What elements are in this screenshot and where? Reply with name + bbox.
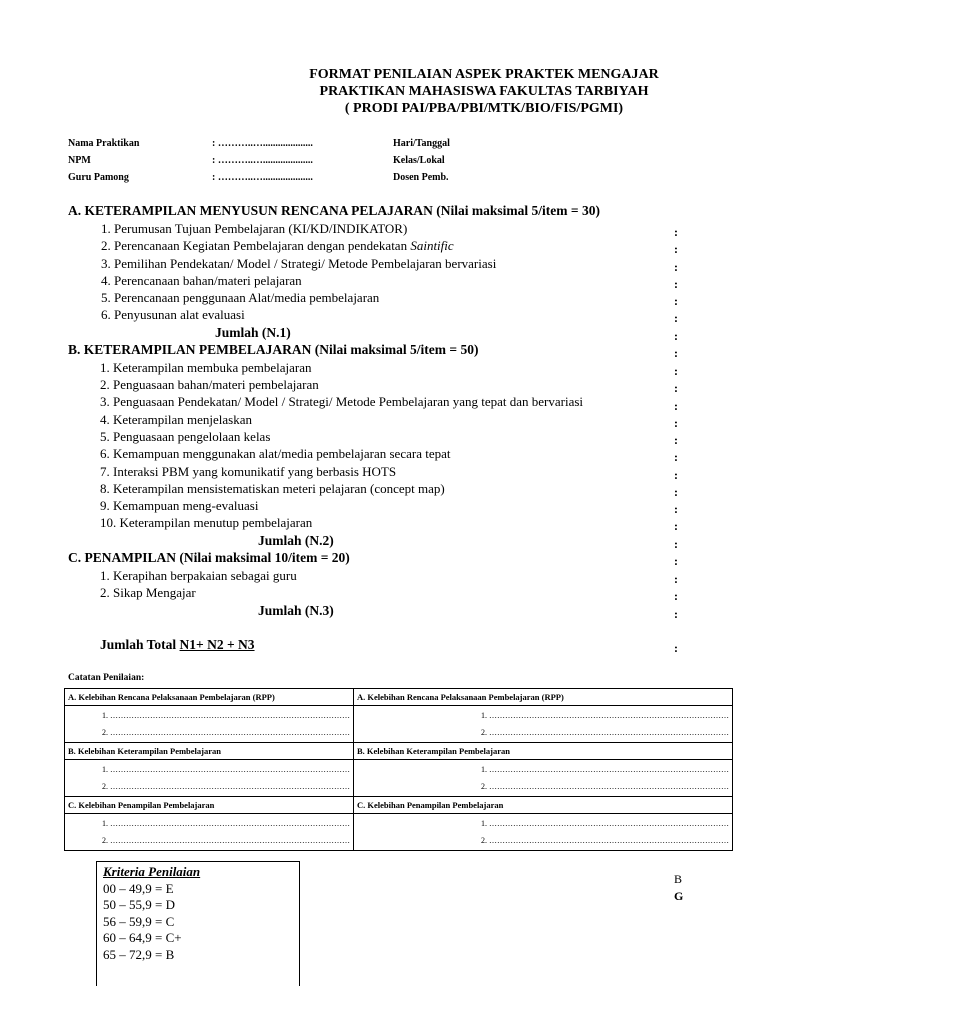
section-b-item: 3. Penguasaan Pendekatan/ Model / Strategi/ Metode Pembelajaran yang tepat dan bervariasi: [100, 394, 584, 409]
jumlah-total-formula: N1+ N2 + N3: [179, 637, 255, 652]
score-colon: :: [674, 329, 678, 343]
hari-label: Hari/Tanggal: [393, 138, 450, 149]
guru-blank: : ………..…....................: [212, 172, 313, 183]
jumlah-total: [100, 637, 255, 653]
title-line-1: FORMAT PENILAIAN ASPEK PRAKTEK MENGAJAR: [309, 67, 659, 82]
section-a-item: 6. Penyusunan alat evaluasi: [101, 307, 245, 322]
score-colon: :: [674, 311, 678, 325]
score-colon: :: [674, 364, 678, 378]
title-line-3: ( PRODI PAI/PBA/PBI/MTK/BIO/FIS/PGMI): [344, 101, 624, 116]
dotted-line: 1. ………………………………………………………………………………: [102, 765, 350, 774]
score-colon: :: [674, 607, 678, 621]
score-colon: :: [674, 554, 678, 568]
dotted-line: 1. ………………………………………………………………………………: [102, 819, 350, 828]
dotted-line: 1. ………………………………………………………………………………: [481, 819, 729, 828]
npm-blank: : ………..…....................: [212, 155, 313, 166]
nama-label: Nama Praktikan: [68, 138, 140, 149]
jumlah-n1: Jumlah (N.1): [215, 325, 291, 340]
catatan-a-lines: [65, 706, 354, 743]
section-a-item: 2. Perencanaan Kegiatan Pembelajaran dengan pendekatan Saintific: [101, 238, 454, 253]
catatan-b-lines-right: [354, 760, 733, 797]
score-colon: :: [674, 502, 678, 516]
score-colon: :: [674, 433, 678, 447]
dotted-line: 2. ………………………………………………………………………………: [481, 782, 729, 791]
dotted-line: 1. ………………………………………………………………………………: [481, 711, 729, 720]
catatan-c-head-right: C. Kelebihan Penampilan Pembelajaran: [354, 797, 733, 814]
section-b-item: 5. Penguasaan pengelolaan kelas: [100, 429, 271, 444]
score-colon: :: [674, 416, 678, 430]
catatan-label: Catatan Penilaian:: [68, 673, 145, 683]
section-a-item: 4. Perencanaan bahan/materi pelajaran: [101, 273, 302, 288]
kriteria-title: Kriteria Penilaian: [103, 864, 201, 879]
catatan-b-lines: [65, 760, 354, 797]
nama-blank: : ………..…....................: [212, 138, 313, 149]
cutoff-letter-b: B: [674, 872, 683, 886]
dotted-line: 2. ………………………………………………………………………………: [481, 728, 729, 737]
catatan-a-head: A. Kelebihan Rencana Pelaksanaan Pembelajaran (RPP): [65, 689, 354, 706]
section-a-heading: A. KETERAMPILAN MENYUSUN RENCANA PELAJARAN (Nilai maksimal 5/item = 30): [68, 203, 600, 218]
score-colon: :: [674, 242, 678, 256]
dotted-line: 1. ………………………………………………………………………………: [102, 711, 350, 720]
score-colon: :: [674, 589, 678, 603]
catatan-c-lines-right: [354, 814, 733, 851]
section-a-item: 1. Perumusan Tujuan Pembelajaran (KI/KD/INDIKATOR): [101, 221, 408, 236]
catatan-b-head-right: B. Kelebihan Keterampilan Pembelajaran: [354, 743, 733, 760]
jumlah-n2: Jumlah (N.2): [258, 533, 334, 548]
dosen-label: Dosen Pemb.: [393, 172, 449, 183]
dotted-line: 2. ………………………………………………………………………………: [481, 836, 729, 845]
catatan-c-head: C. Kelebihan Penampilan Pembelajaran: [65, 797, 354, 814]
catatan-a-lines-right: [354, 706, 733, 743]
cutoff-letter-g: G: [674, 889, 684, 903]
score-colon: :: [674, 225, 678, 239]
score-colon: :: [674, 381, 678, 395]
section-c-heading: C. PENAMPILAN (Nilai maksimal 10/item = 20): [68, 550, 350, 565]
dotted-line: 1. ………………………………………………………………………………: [481, 765, 729, 774]
kriteria-row: 50 – 55,9 = D: [103, 897, 175, 913]
score-colon: :: [674, 519, 678, 533]
catatan-a-head-right: A. Kelebihan Rencana Pelaksanaan Pembelajaran (RPP): [354, 689, 733, 706]
dotted-line: 2. ………………………………………………………………………………: [102, 836, 350, 845]
kriteria-box: [96, 861, 300, 986]
catatan-b-head: B. Kelebihan Keterampilan Pembelajaran: [65, 743, 354, 760]
section-b-item: 9. Kemampuan meng-evaluasi: [100, 498, 259, 513]
section-b-item: 1. Keterampilan membuka pembelajaran: [100, 360, 312, 375]
score-colon: :: [674, 485, 678, 499]
section-b-item: 6. Kemampuan menggunakan alat/media pembelajaran secara tepat: [100, 446, 451, 461]
catatan-c-lines: [65, 814, 354, 851]
dotted-line: 2. ………………………………………………………………………………: [102, 728, 350, 737]
section-b-item: 4. Keterampilan menjelaskan: [100, 412, 252, 427]
score-colon: :: [674, 260, 678, 274]
dotted-line: 2. ………………………………………………………………………………: [102, 782, 350, 791]
score-colon: :: [674, 346, 678, 360]
score-colon: :: [674, 641, 678, 655]
score-colon: :: [674, 450, 678, 464]
section-b-item: 8. Keterampilan mensistematiskan meteri pelajaran (concept map): [100, 481, 445, 496]
catatan-table: [64, 688, 733, 851]
saintific-text: Saintific: [410, 238, 454, 253]
score-colon: :: [674, 294, 678, 308]
section-c-item: 2. Sikap Mengajar: [100, 585, 196, 600]
section-b-heading: B. KETERAMPILAN PEMBELAJARAN (Nilai maksimal 5/item = 50): [68, 342, 479, 357]
section-a-item: 3. Pemilihan Pendekatan/ Model / Strategi/ Metode Pembelajaran bervariasi: [101, 256, 497, 271]
score-colon: :: [674, 399, 678, 413]
kriteria-row: 60 – 64,9 = C+: [103, 930, 182, 946]
kelas-label: Kelas/Lokal: [393, 155, 445, 166]
section-c-item: 1. Kerapihan berpakaian sebagai guru: [100, 568, 297, 583]
kriteria-row: 00 – 49,9 = E: [103, 880, 174, 896]
score-colon: :: [674, 277, 678, 291]
kriteria-row: 65 – 72,9 = B: [103, 946, 175, 962]
section-a-item: 5. Perencanaan penggunaan Alat/media pembelajaran: [101, 290, 380, 305]
jumlah-total-label: Jumlah Total: [100, 637, 180, 652]
jumlah-n3: Jumlah (N.3): [258, 603, 334, 618]
title-line-2: PRAKTIKAN MAHASISWA FAKULTAS TARBIYAH: [319, 84, 649, 99]
score-colon: :: [674, 572, 678, 586]
score-colon: :: [674, 468, 678, 482]
score-colon: :: [674, 537, 678, 551]
guru-label: Guru Pamong: [68, 172, 129, 183]
section-b-item: 2. Penguasaan bahan/materi pembelajaran: [100, 377, 319, 392]
section-b-item: 10. Keterampilan menutup pembelajaran: [100, 515, 313, 530]
section-b-item: 7. Interaksi PBM yang komunikatif yang berbasis HOTS: [100, 464, 397, 479]
kriteria-row: 56 – 59,9 = C: [103, 913, 175, 929]
npm-label: NPM: [68, 155, 91, 166]
